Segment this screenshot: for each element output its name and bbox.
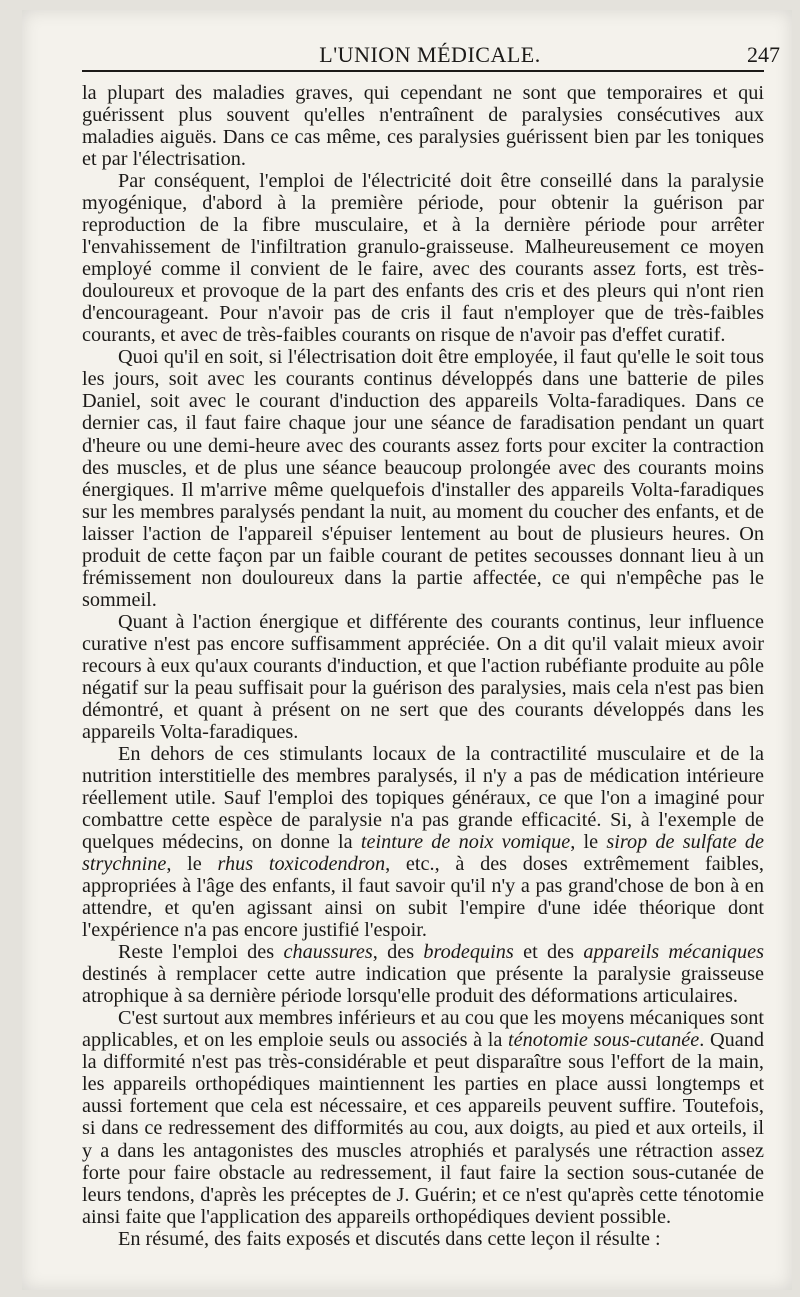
paragraph <box>82 170 764 346</box>
text-run: , le <box>166 853 218 876</box>
paragraph <box>82 611 764 743</box>
italic-term: appareils mécaniques <box>583 941 765 964</box>
text-run: C'est surtout aux membres inférieurs et au cou que les moyens mécaniques sont applicables, et on les emploie seuls ou associés à la <box>82 1007 764 1052</box>
header-rule <box>82 70 764 72</box>
paragraph <box>82 743 764 941</box>
paragraph <box>82 346 764 610</box>
paragraph <box>82 1228 764 1250</box>
page-header <box>80 38 780 72</box>
text-run: la plupart des maladies graves, qui cependant ne sont que temporaires et qui guérissent plus souvent qu'elles n'entraînent de paralysies consécutives aux maladies aiguës. Dans ce cas même, ces paralysies guérissent bien par les toniques et par l'électrisation. <box>82 82 764 171</box>
italic-term: sirop de sulfate de strychnine <box>82 831 765 876</box>
text-run: Quoi qu'il en soit, si l'électrisation doit être employée, il faut qu'elle le soit tous les jours, soit avec les courants continus développés dans une batterie de piles Daniel, soit avec le courant d'induction des appareils Volta-faradiques. Dans ce dernier cas, il faut faire chaque jour une séance de faradisation pendant un quart d'heure ou une demi-heure avec des courants assez forts pour exciter la contraction des muscles, et de plus une séance beaucoup prolongée avec des courants moins énergiques. Il m'arrive même quelquefois d'installer des appareils Volta-faradiques sur les membres paralysés pendant la nuit, au moment du coucher des enfants, et de laisser l'action de l'appareil s'épuiser lentement au bout de plusieurs heures. On produit de cette façon par un faible courant de petites secousses donnant lieu à un frémissement non douloureux dans la partie affectée, ce qui n'empêche pas le sommeil. <box>82 346 764 611</box>
text-run: En résumé, des faits exposés et discutés dans cette leçon il résulte : <box>118 1227 661 1250</box>
paragraph <box>82 82 764 170</box>
text-run: Par conséquent, l'emploi de l'électricité doit être conseillé dans la paralysie myogénique, d'abord à la première période, pour obtenir la guérison par reproduction de la fibre musculaire, et à la dernière période pour arrêter l'envahissement de l'infiltration granulo-graisseuse. Malheureusement ce moyen employé comme il convient de le faire, avec des courants assez forts, est très-douloureux et provoque de la part des enfants des cris et des pleurs qui n'ont rien d'encourageant. Pour n'avoir pas de cris il faut n'employer que de très-faibles courants, et avec de très-faibles courants on risque de n'avoir pas d'effet curatif. <box>82 170 764 347</box>
text-run: destinés à remplacer cette autre indication que présente la paralysie graisseuse atrophique à sa dernière période lorsqu'elle produit des déformations articulaires. <box>82 963 764 1008</box>
text-run: Quant à l'action énergique et différente des courants continus, leur influence curative n'est pas encore suffisamment appréciée. On a dit qu'il valait mieux avoir recours à eux qu'aux courants d'induction, et que l'action rubéfiante produite au pôle négatif sur la peau suffisait pour la guérison des paralysies, mais cela n'est pas bien démontré, et quant à présent on ne sert que des courants développés dans les appareils Volta-faradiques. <box>82 610 764 743</box>
text-run: et des <box>513 941 584 964</box>
body-text <box>82 82 764 1250</box>
page-number: 247 <box>747 42 780 67</box>
paragraph <box>82 941 764 1007</box>
running-title: L'UNION MÉDICALE. <box>319 42 541 67</box>
text-run: , des <box>372 941 424 964</box>
text-run: . Quand la difformité n'est pas très-considérable et peut disparaître sous l'effort de la main, les appareils orthopédiques maintiennent les parties en place aussi longtemps et aussi fortement que cela est nécessaire, et ces appareils peuvent suffire. Toutefois, si dans ce redressement des difformités au cou, aux doigts, au pied et aux orteils, il y a dans les antagonistes des muscles atrophiés et paralysés une rétraction assez forte pour faire obstacle au redressement, il faut faire la section sous-cutanée de leurs tendons, d'après les préceptes de J. Guérin; et ce n'est qu'après cette ténotomie ainsi faite que l'application des appareils orthopédiques devient possible. <box>82 1029 764 1228</box>
text-run: Reste l'emploi des <box>118 941 284 964</box>
text-run: , le <box>570 831 607 854</box>
italic-term: chaussures <box>283 941 373 964</box>
text-run: , etc., à des doses extrêmement faibles, appropriées à l'âge des enfants, il faut savoir qu'il n'y a pas grand'chose de bon à en attendre, et qu'en agissant ainsi on subit l'empire d'une idée théorique dont l'expérience n'a pas encore justifié l'espoir. <box>82 853 764 942</box>
italic-term: rhus toxicodendron <box>217 853 386 876</box>
text-run: En dehors de ces stimulants locaux de la contractilité musculaire et de la nutrition interstitielle des membres paralysés, il n'y a pas de médication intérieure réellement utile. Sauf l'emploi des topiques généraux, ce que l'on a imaginé pour combattre cette espèce de paralysie n'a pas grande efficacité. Si, à l'exemple de quelques médecins, on donne la <box>82 742 764 854</box>
italic-term: brodequins <box>423 941 514 964</box>
italic-term: teinture de noix vomique <box>360 831 571 854</box>
italic-term: ténotomie sous-cutanée <box>508 1029 700 1052</box>
paragraph <box>82 1007 764 1227</box>
